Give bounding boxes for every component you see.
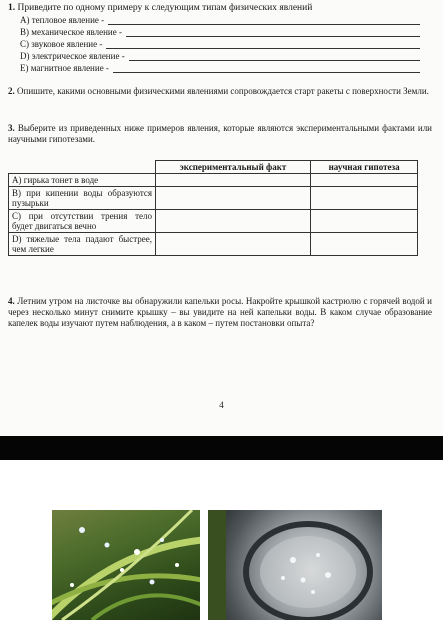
question-2: 2. Опишите, какими основными физическими явлениями сопровождается старт ракеты с поверхности Земли. — [8, 86, 429, 96]
statement-cell: В) при кипении воды образуются пузырьки — [9, 187, 156, 210]
question-4: 4. Летним утром на листочке вы обнаружили капельки росы. Накройте крышкой кастрюлю с горячей водой и через несколько минут снимите крышку – вы увидите на ней капельки воды. В каком случае образование капелек воды изучают путем наблюдения, а в каком – путем постановки опыта? — [8, 296, 433, 328]
table-row — [9, 174, 418, 187]
table-row — [9, 210, 418, 233]
question-1-item-e: E) магнитное явление - — [20, 63, 420, 73]
fact-answer-cell[interactable] — [156, 210, 311, 233]
question-1-item-c: С) звуковое явление - — [20, 39, 420, 49]
hypothesis-answer-cell[interactable] — [311, 187, 418, 210]
question-3: 3. Выберите из приведенных ниже примеров явления, которые являются экспериментальными фактами или научными гипотезами. — [8, 123, 433, 144]
statement-cell: А) гирька тонет в воде — [9, 174, 156, 187]
table-row — [9, 233, 418, 256]
statement-cell: D) тяжелые тела падают быстрее, чем легкие — [9, 233, 156, 256]
table-row — [9, 187, 418, 210]
answer-line[interactable] — [113, 64, 420, 73]
answer-line[interactable] — [129, 52, 420, 61]
grass-blades-image — [52, 510, 200, 620]
header-scientific-hypothesis: научная гипотеза — [311, 161, 418, 174]
dew-on-grass-photo — [52, 510, 200, 620]
question-1-item-d: D) электрическое явление - — [20, 51, 420, 61]
pot-lid-image — [208, 510, 382, 620]
pot-lid-condensation-photo — [208, 510, 382, 620]
page-separator-band — [0, 436, 443, 460]
answer-line[interactable] — [108, 16, 420, 25]
statement-cell: С) при отсутствии трения тело будет двигаться вечно — [9, 210, 156, 233]
facts-hypotheses-table — [8, 160, 418, 256]
question-1-title: 1. Приведите по одному примеру к следующим типам физических явлений — [8, 3, 313, 13]
hypothesis-answer-cell[interactable] — [311, 233, 418, 256]
fact-answer-cell[interactable] — [156, 233, 311, 256]
hypothesis-answer-cell[interactable] — [311, 174, 418, 187]
answer-line[interactable] — [126, 28, 420, 37]
hypothesis-answer-cell[interactable] — [311, 210, 418, 233]
question-1-item-b: В) механическое явление - — [20, 27, 420, 37]
fact-answer-cell[interactable] — [156, 174, 311, 187]
page-number: 4 — [219, 400, 224, 410]
answer-line[interactable] — [106, 40, 420, 49]
question-1-item-a: А) тепловое явление - — [20, 15, 420, 25]
header-experimental-fact: экспериментальный факт — [156, 161, 311, 174]
table-header-row — [9, 161, 418, 174]
fact-answer-cell[interactable] — [156, 187, 311, 210]
